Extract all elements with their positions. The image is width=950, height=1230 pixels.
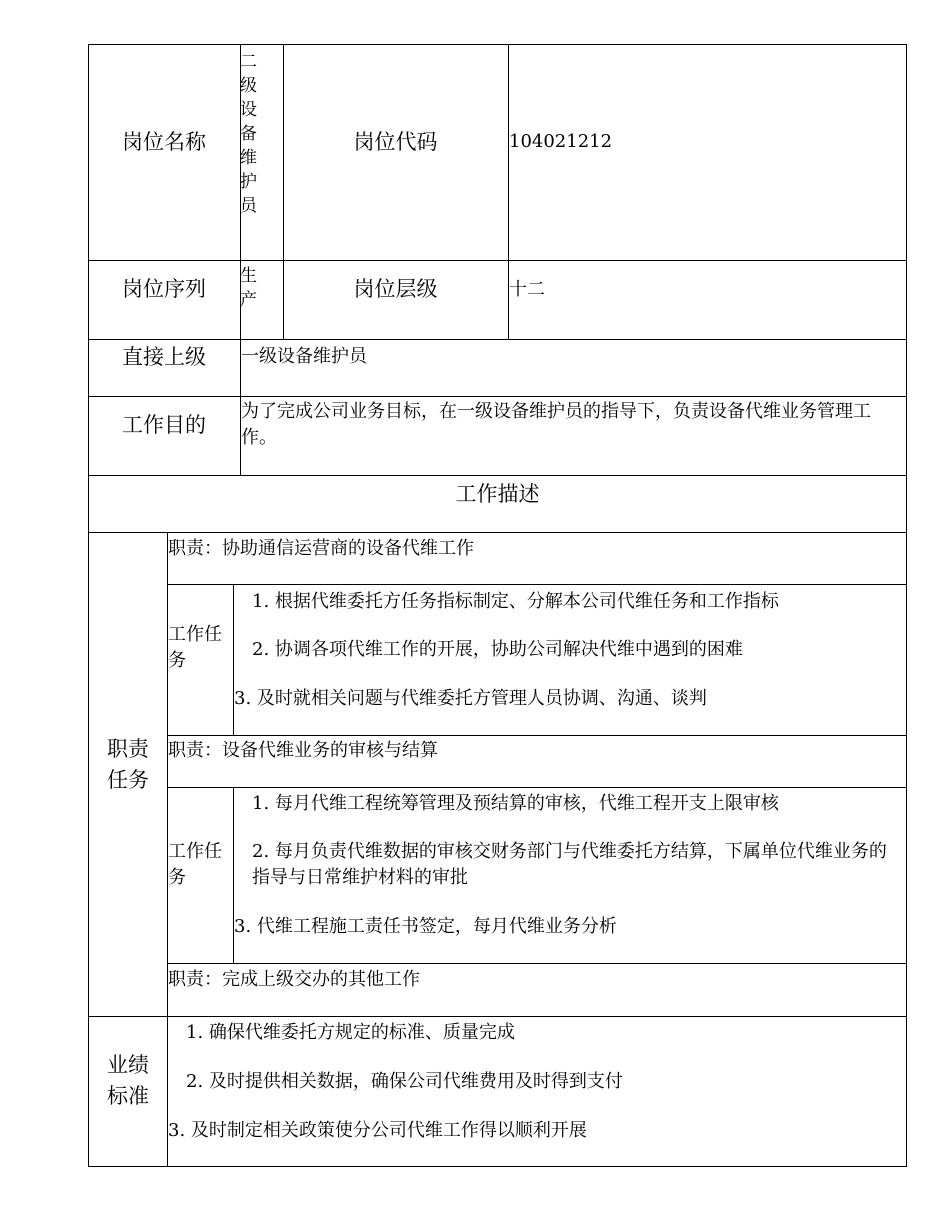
post-code-label: 岗位代码 (353, 130, 438, 154)
performance-item-2: 2. 及时提供相关数据，确保公司代维费用及时得到支付 (186, 1071, 623, 1092)
duty-1-task-3: 3. 及时就相关问题与代维委托方管理人员协调、沟通、谈判 (234, 688, 707, 709)
duties-label: 职责任务 (107, 737, 149, 792)
post-level-label: 岗位层级 (353, 277, 438, 301)
duty-3: 职责：完成上级交办的其他工作 (168, 969, 420, 990)
performance-label: 业绩标准 (107, 1053, 149, 1108)
post-name-label: 岗位名称 (122, 130, 206, 154)
duty-1-task-1: 1. 根据代维委托方任务指标制定、分解本公司代维任务和工作指标 (252, 591, 779, 612)
duty-2-task-label: 工作任务 (168, 841, 222, 888)
duty-2-task-1: 1. 每月代维工程统筹管理及预结算的审核，代维工程开支上限审核 (252, 793, 779, 814)
superior-value: 一级设备维护员 (241, 346, 367, 367)
duty-1-task-2: 2. 协调各项代维工作的开展，协助公司解决代维中遇到的困难 (252, 639, 743, 660)
duty-1: 职责：协助通信运营商的设备代维工作 (168, 538, 474, 559)
superior-label: 直接上级 (122, 345, 206, 369)
post-code-value: 104021212 (509, 131, 613, 152)
post-level-value: 十二 (509, 279, 545, 300)
post-series-label: 岗位序列 (122, 277, 206, 301)
duty-1-task-label: 工作任务 (168, 624, 222, 671)
duty-2-task-3: 3. 代维工程施工责任书签定，每月代维业务分析 (234, 916, 617, 937)
section-title: 工作描述 (455, 482, 540, 506)
performance-item-3: 3. 及时制定相关政策使分公司代维工作得以顺利开展 (168, 1120, 587, 1141)
post-name-value: 二级设备维护员 (240, 52, 257, 216)
duty-2: 职责：设备代维业务的审核与结算 (168, 740, 438, 761)
performance-item-1: 1. 确保代维委托方规定的标准、质量完成 (186, 1022, 515, 1043)
duty-2-task-2: 2. 每月负责代维数据的审核交财务部门与代维委托方结算，下属单位代维业务的指导与日常维护材料的审批 (252, 841, 887, 888)
post-series-value: 生产 (240, 266, 257, 310)
purpose-label: 工作目的 (122, 413, 206, 437)
purpose-value: 为了完成公司业务目标，在一级设备维护员的指导下，负责设备代维业务管理工作。 (241, 401, 871, 448)
